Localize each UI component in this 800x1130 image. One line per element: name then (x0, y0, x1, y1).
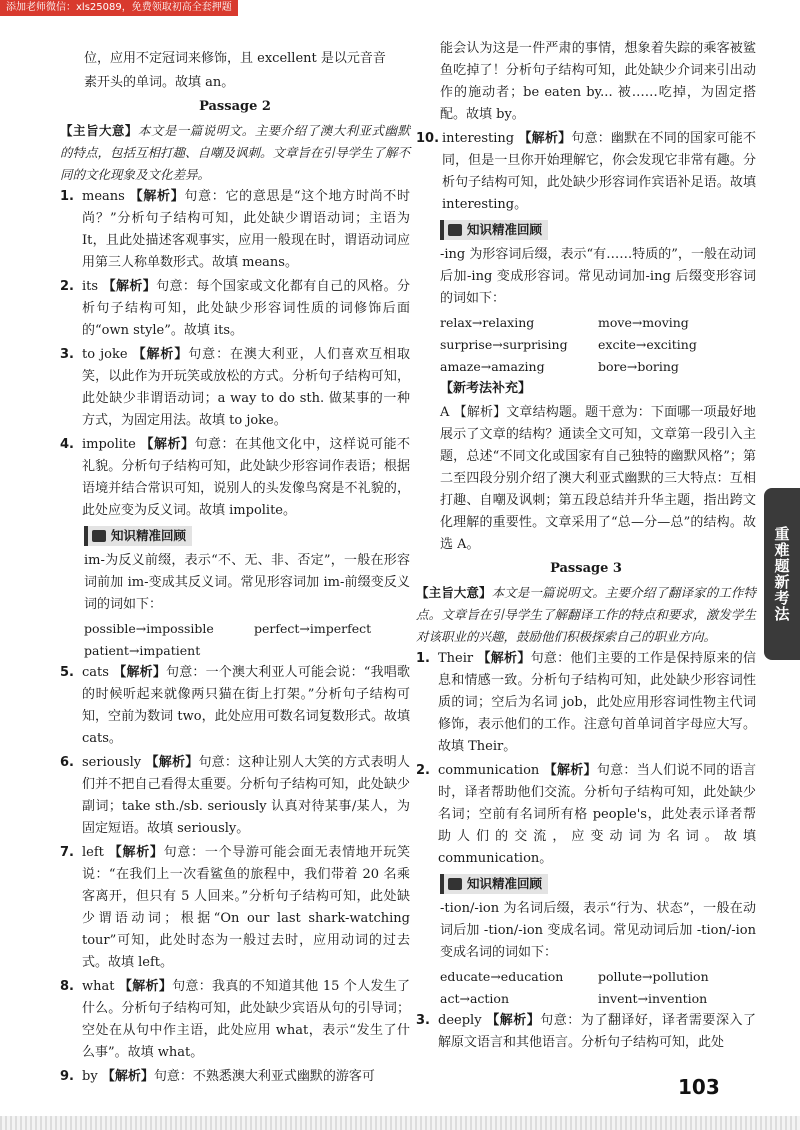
answer-item-1 (60, 186, 410, 274)
item-number: 2. (416, 763, 430, 778)
word-pair: patient→impatient (84, 643, 201, 658)
analysis-tag: 【解析】 (543, 763, 597, 778)
answer: interesting (442, 131, 515, 146)
answer-item-8 (60, 976, 410, 1064)
analysis-tag: 【解析】 (113, 665, 167, 680)
analysis-text: 句意：幽默在不同的国家可能不同，但是一旦你开始理解它，你会发现它非常有趣。分析句子结构可知，此处缺少形容词作宾语补足语。故填 interesting。 (442, 131, 756, 212)
answer-item-p3-2 (416, 760, 756, 870)
analysis-text: 句意：不熟悉澳大利亚式幽默的游客可 (153, 1069, 375, 1084)
item-number: 1. (60, 189, 74, 204)
word-pair: educate→education (440, 969, 564, 984)
summary-tag: 【主旨大意】 (60, 123, 138, 138)
word-pairs (416, 312, 756, 378)
left-column (60, 48, 410, 1090)
summary-block (416, 582, 756, 648)
analysis-text: 句意：为了翻译好，译者需要深入了解原文语言和其他语言。分析句子结构可知，此处 (438, 1013, 756, 1050)
answer-item-p3-3 (416, 1010, 756, 1054)
answer-item-5 (60, 662, 410, 750)
knowledge-head-label: 知识精准回顾 (467, 222, 543, 237)
analysis-text: 句意：他们主要的工作是保持原来的信息和情感一致。分析句子结构可知，此处缺少形容词性质的词；空后为名词 job，此处应用形容词性物主代词修饰，表示他们的工作。注意句首单词首字母应大写。故填 Their。 (438, 651, 756, 754)
knowledge-text: -ing 为形容词后缀，表示“有……特质的”，一般在动词后加-ing 变成形容词。常见动词加-ing 后缀变形容词的词如下： (440, 247, 756, 306)
word-pairs (416, 966, 756, 1010)
new-method-tag: 【新考法补充】 (440, 381, 532, 396)
word-pair (254, 640, 410, 662)
answer: Their (438, 651, 474, 666)
book-icon (92, 530, 106, 542)
answer-item-4 (60, 434, 410, 522)
word-pair: excite→exciting (598, 337, 697, 352)
answer: seriously (82, 755, 142, 770)
intro-line: 位，应用不定冠词来修饰，且 excellent 是以元音音 (84, 51, 386, 66)
item-number: 7. (60, 845, 74, 860)
answer: to joke (82, 347, 128, 362)
answer: what (82, 979, 115, 994)
summary-tag: 【主旨大意】 (416, 585, 492, 600)
item-number: 3. (60, 347, 74, 362)
answer-item-6 (60, 752, 410, 840)
word-pair: surprise→surprising (440, 337, 568, 352)
analysis-tag: 【解析】 (102, 279, 157, 294)
answer-item-p3-1 (416, 648, 756, 758)
answer: its (82, 279, 99, 294)
analysis-tag: 【解析】 (477, 651, 531, 666)
analysis-text: 句意：一个导游可能会面无表情地开玩笑说：“在我们上一次看鲨鱼的旅程中，我们带着 20 名乘客离开，但只有 5 人回来。”分析句子结构可知，此处缺少谓语动词；根据“On our last shark-watching tour”可知，此处时态为一般过去时，应用动词的过去式。故填 left。 (82, 845, 410, 970)
analysis-text: 句意：一个澳大利亚人可能会说：“我唱歌的时候听起来就像两只猫在街上打架。”分析句子结构可知，空前为数词 two，此处应用可数名词复数形式。故填 cats。 (82, 665, 410, 746)
analysis-tag: 【解析】 (108, 845, 164, 860)
word-pair: pollute→pollution (598, 969, 709, 984)
new-method-text: A 【解析】文章结构题。题干意为：下面哪一项最好地展示了文章的结构？通读全文可知，文章第一段引入主题，总述“不同文化或国家有自己独特的幽默风格”；第二至四段分别介绍了澳大利亚式幽默的三大特点：互相打趣、自嘲及讽刺；第五段总结并升华主题，指出跨文化理解的重要性。文章采用了“总—分—总”的结构。故选 A。 (440, 405, 756, 552)
analysis-text: 句意：它的意思是“这个地方时尚不时尚？”分析句子结构可知，此处缺少谓语动词；主语为 It，且此处描述客观事实，应用一般现在时，谓语动词应用第三人称单数形式。故填 means。 (82, 189, 410, 270)
analysis-tag: 【解析】 (486, 1013, 541, 1028)
summary-text: 本文是一篇说明文。主要介绍了翻译家的工作特点。文章旨在引导学生了解翻译工作的特点和要求，激发学生对该职业的兴趣，鼓励他们积极探索自己的职业方向。 (416, 585, 756, 644)
book-icon (448, 224, 462, 236)
answer: impolite (82, 437, 136, 452)
analysis-tag: 【解析】 (145, 755, 199, 770)
word-pair: move→moving (598, 315, 689, 330)
bottom-decorative-band (0, 1116, 800, 1130)
word-pair: amaze→amazing (440, 359, 545, 374)
item-number: 8. (60, 979, 74, 994)
analysis-text: 句意：每个国家或文化都有自己的风格。分析句子结构可知，此处缺少形容词性质的词修饰后面的“own style”。故填 its。 (82, 279, 410, 338)
item-number: 4. (60, 437, 74, 452)
watermark-banner: 添加老师微信：xls25089，免费领取初高全套押题 (0, 0, 238, 16)
section-side-tab: 重难题新考法 (764, 488, 800, 660)
knowledge-text: -tion/-ion 为名词后缀，表示“行为、状态”，一般在动词后加 -tion/-ion 变成名词。常见动词后加 -tion/-ion 变成名词的词如下： (440, 901, 756, 960)
passage-3-title: Passage 3 (550, 561, 622, 576)
word-pair: bore→boring (598, 359, 679, 374)
word-pair: possible→impossible (84, 621, 214, 636)
page-number: 103 (678, 1075, 720, 1099)
answer: means (82, 189, 125, 204)
answer: left (82, 845, 104, 860)
item-number: 10. (416, 131, 440, 146)
answer: communication (438, 763, 540, 778)
item-number: 6. (60, 755, 74, 770)
analysis-tag: 【解析】 (132, 347, 189, 362)
passage-2-title: Passage 2 (199, 99, 271, 114)
answer-item-2 (60, 276, 410, 342)
answer-item-10 (416, 128, 756, 216)
word-pair: invent→invention (598, 991, 708, 1006)
summary-block (60, 120, 410, 186)
analysis-tag: 【解析】 (118, 979, 173, 994)
answer-item-3 (60, 344, 410, 432)
item-number: 2. (60, 279, 74, 294)
item-number: 1. (416, 651, 430, 666)
knowledge-head-label: 知识精准回顾 (467, 876, 543, 891)
answer-item-9 (60, 1066, 410, 1088)
analysis-text: 句意：当人们说不同的语言时，译者帮助他们交流。分析句子结构可知，此处缺少名词；空前有名词所有格 people's，此处表示译者帮助人们的交流，应变动词为名词。故填 communication。 (438, 763, 756, 866)
item-number: 3. (416, 1013, 430, 1028)
book-icon (448, 878, 462, 890)
item-number: 5. (60, 665, 74, 680)
analysis-tag: 【解析】 (140, 437, 195, 452)
knowledge-text: im-为反义前缀，表示“不、无、非、否定”，一般在形容词前加 im-变成其反义词。常见形容词加 im-前缀变反义词的词如下： (84, 553, 410, 612)
analysis-text: 句意：我真的不知道其他 15 个人发生了什么。分析句子结构可知，此处缺少宾语从句的引导词；空处在从句中作主语，此处应用 what，表示“发生了什么事”。故填 what。 (82, 979, 410, 1060)
knowledge-head-label: 知识精准回顾 (111, 528, 187, 543)
word-pairs (60, 618, 410, 662)
analysis-tag: 【解析】 (101, 1069, 154, 1084)
analysis-text: 句意：在澳大利亚，人们喜欢互相取笑，以此作为开玩笑或放松的方式。分析句子结构可知，此处缺少非谓语动词；a way to do sth. 做某事的一种方式，为固定用法。故填 to joke。 (82, 347, 410, 428)
analysis-text: 句意：这种让别人大笑的方式表明人们并不把自己看得太重要。分析句子结构可知，此处缺少副词；take sth./sb. seriously 认真对待某事/某人，为固定短语。故填 seriously。 (82, 755, 410, 836)
word-pair: act→action (440, 991, 510, 1006)
analysis-tag: 【解析】 (129, 189, 185, 204)
knowledge-review-heading (84, 526, 192, 546)
intro-line: 素开头的单词。故填 an。 (84, 75, 235, 90)
word-pair: relax→relaxing (440, 315, 535, 330)
summary-text: 本文是一篇说明文。主要介绍了澳大利亚式幽默的特点，包括互相打趣、自嘲及讽刺。文章旨在引导学生了解不同的文化现象及文化差异。 (60, 123, 411, 182)
answer: cats (82, 665, 109, 680)
answer: deeply (438, 1013, 482, 1028)
answer-item-7 (60, 842, 410, 974)
continued-text: 能会认为这是一件严肃的事情，想象着失踪的乘客被鲨鱼吃掉了！分析句子结构可知，此处缺少介词来引出动作的施动者；be eaten by... 被……吃掉，为固定搭配。故填 by。 (440, 41, 756, 122)
right-column (416, 38, 756, 1056)
answer: by (82, 1069, 98, 1084)
knowledge-review-heading (440, 220, 548, 240)
analysis-text: 句意：在其他文化中，这样说可能不礼貌。分析句子结构可知，此处缺少形容词作表语；根据语境并结合常识可知，说别人的头发像鸟窝是不礼貌的，此处应变为反义词。故填 impolite。 (82, 437, 410, 518)
knowledge-review-heading (440, 874, 548, 894)
item-number: 9. (60, 1069, 74, 1084)
word-pair: perfect→imperfect (254, 621, 372, 636)
analysis-tag: 【解析】 (518, 131, 572, 146)
